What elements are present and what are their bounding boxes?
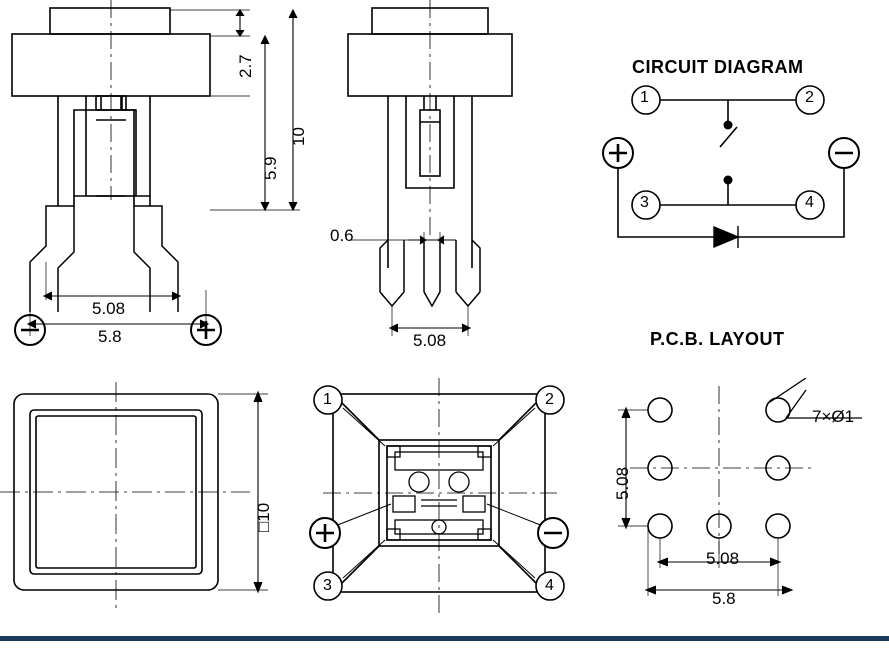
dim-pcb-outer-span: 5.8	[712, 589, 736, 608]
dim-top-square: □10	[254, 502, 273, 532]
terminal-label-3: 3	[640, 194, 649, 211]
dim-pcb-horizontal-pitch: 5.08	[706, 549, 740, 568]
bottom-terminal-label-2: 2	[545, 391, 554, 408]
terminal-label-2: 2	[805, 89, 814, 106]
dim-front-top-gap: 2.7	[236, 54, 255, 78]
footer-divider	[0, 636, 889, 641]
front-view-drawing	[0, 0, 320, 380]
pcb-layout-title: P.C.B. LAYOUT	[650, 328, 785, 349]
bottom-terminal-label-1: 1	[323, 391, 332, 408]
terminal-label-4: 4	[805, 194, 814, 211]
bottom-terminal-label-4: 4	[545, 577, 554, 594]
dim-pcb-hole-note: 7×Ø1	[812, 407, 855, 426]
top-view-drawing	[0, 382, 290, 612]
circuit-diagram-title: CIRCUIT DIAGRAM	[632, 56, 804, 77]
dim-side-pin-width: 0.6	[330, 226, 354, 245]
dim-side-pin-pitch: 5.08	[413, 331, 447, 350]
circuit-diagram	[596, 75, 876, 255]
terminal-label-1: 1	[640, 89, 649, 106]
dim-front-total-height: 10	[289, 127, 308, 146]
dim-front-pin-pitch: 5.08	[92, 299, 126, 318]
dim-pcb-vertical-pitch: 5.08	[613, 466, 632, 500]
dim-front-body-height: 5.9	[261, 156, 280, 180]
side-view-drawing	[320, 0, 600, 380]
bottom-terminal-label-3: 3	[323, 577, 332, 594]
dim-front-lead-span: 5.8	[98, 327, 122, 346]
